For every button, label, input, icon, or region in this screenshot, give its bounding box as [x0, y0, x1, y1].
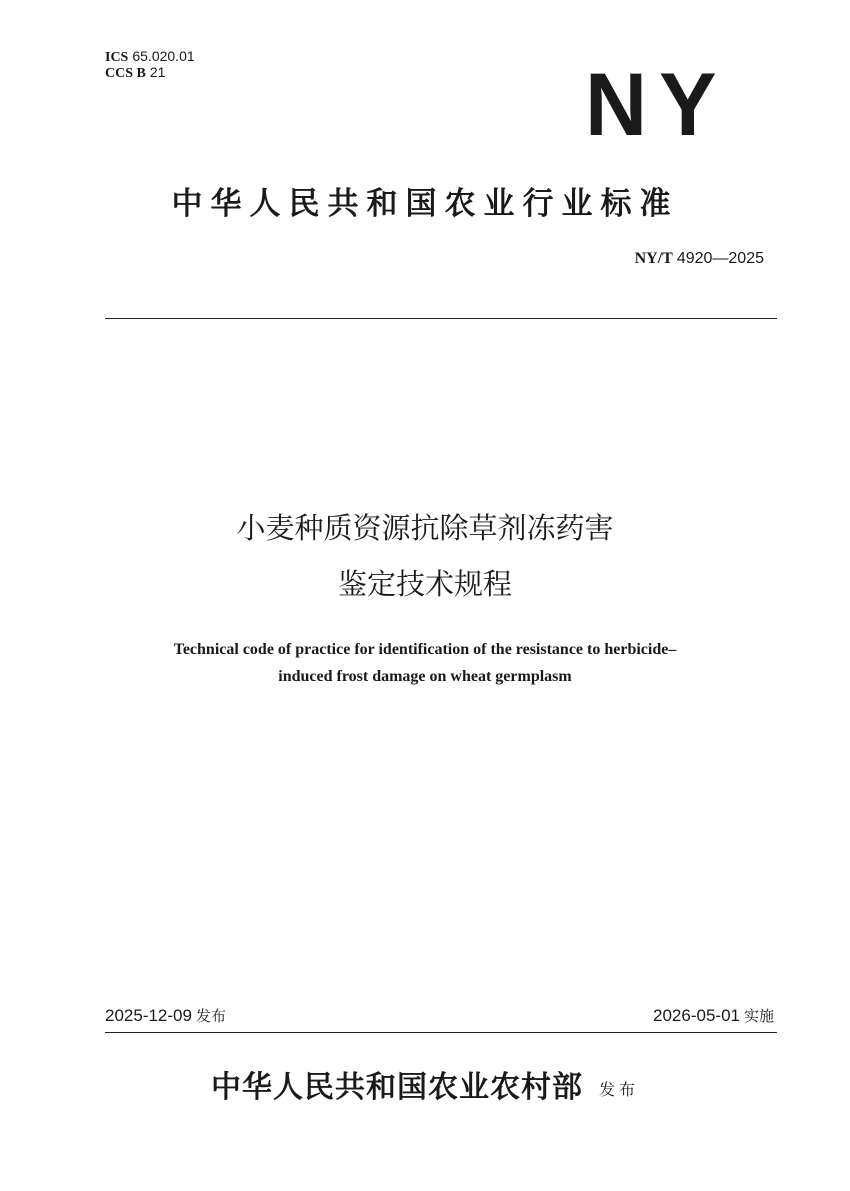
issue-date	[105, 1004, 226, 1028]
implementation-date-label: 实施	[743, 1007, 774, 1025]
issuer	[0, 1068, 850, 1108]
standard-type-heading: 中华人民共和国农业行业标准	[171, 186, 679, 222]
issuer-action: 发布	[598, 1080, 639, 1099]
bottom-divider	[105, 1032, 777, 1033]
ics-value: 65.020.01	[132, 48, 195, 64]
standard-number	[635, 249, 764, 269]
english-title-line-1: Technical code of practice for identification of the resistance to herbicide–	[173, 641, 677, 658]
ccs-code	[105, 64, 165, 82]
standard-number-value: 4920—2025	[676, 250, 764, 267]
implementation-date	[653, 1004, 774, 1028]
ny-logo: NY	[585, 54, 729, 155]
issuer-name: 中华人民共和国农业农村部	[210, 1070, 583, 1105]
chinese-title-line-2: 鉴定技术规程	[337, 567, 512, 601]
standard-code: NY/T	[634, 250, 673, 267]
ccs-label: CCS B	[105, 66, 146, 81]
ccs-value: 21	[149, 64, 166, 80]
top-divider	[105, 318, 777, 319]
implementation-date-value: 2026-05-01	[653, 1006, 740, 1025]
ics-label: ICS	[105, 50, 129, 65]
english-title-line-2: induced frost damage on wheat germplasm	[278, 668, 572, 685]
issue-date-label: 发布	[195, 1007, 226, 1025]
chinese-title-line-1: 小麦种质资源抗除草剂冻药害	[236, 511, 614, 545]
issue-date-value: 2025-12-09	[105, 1006, 192, 1025]
